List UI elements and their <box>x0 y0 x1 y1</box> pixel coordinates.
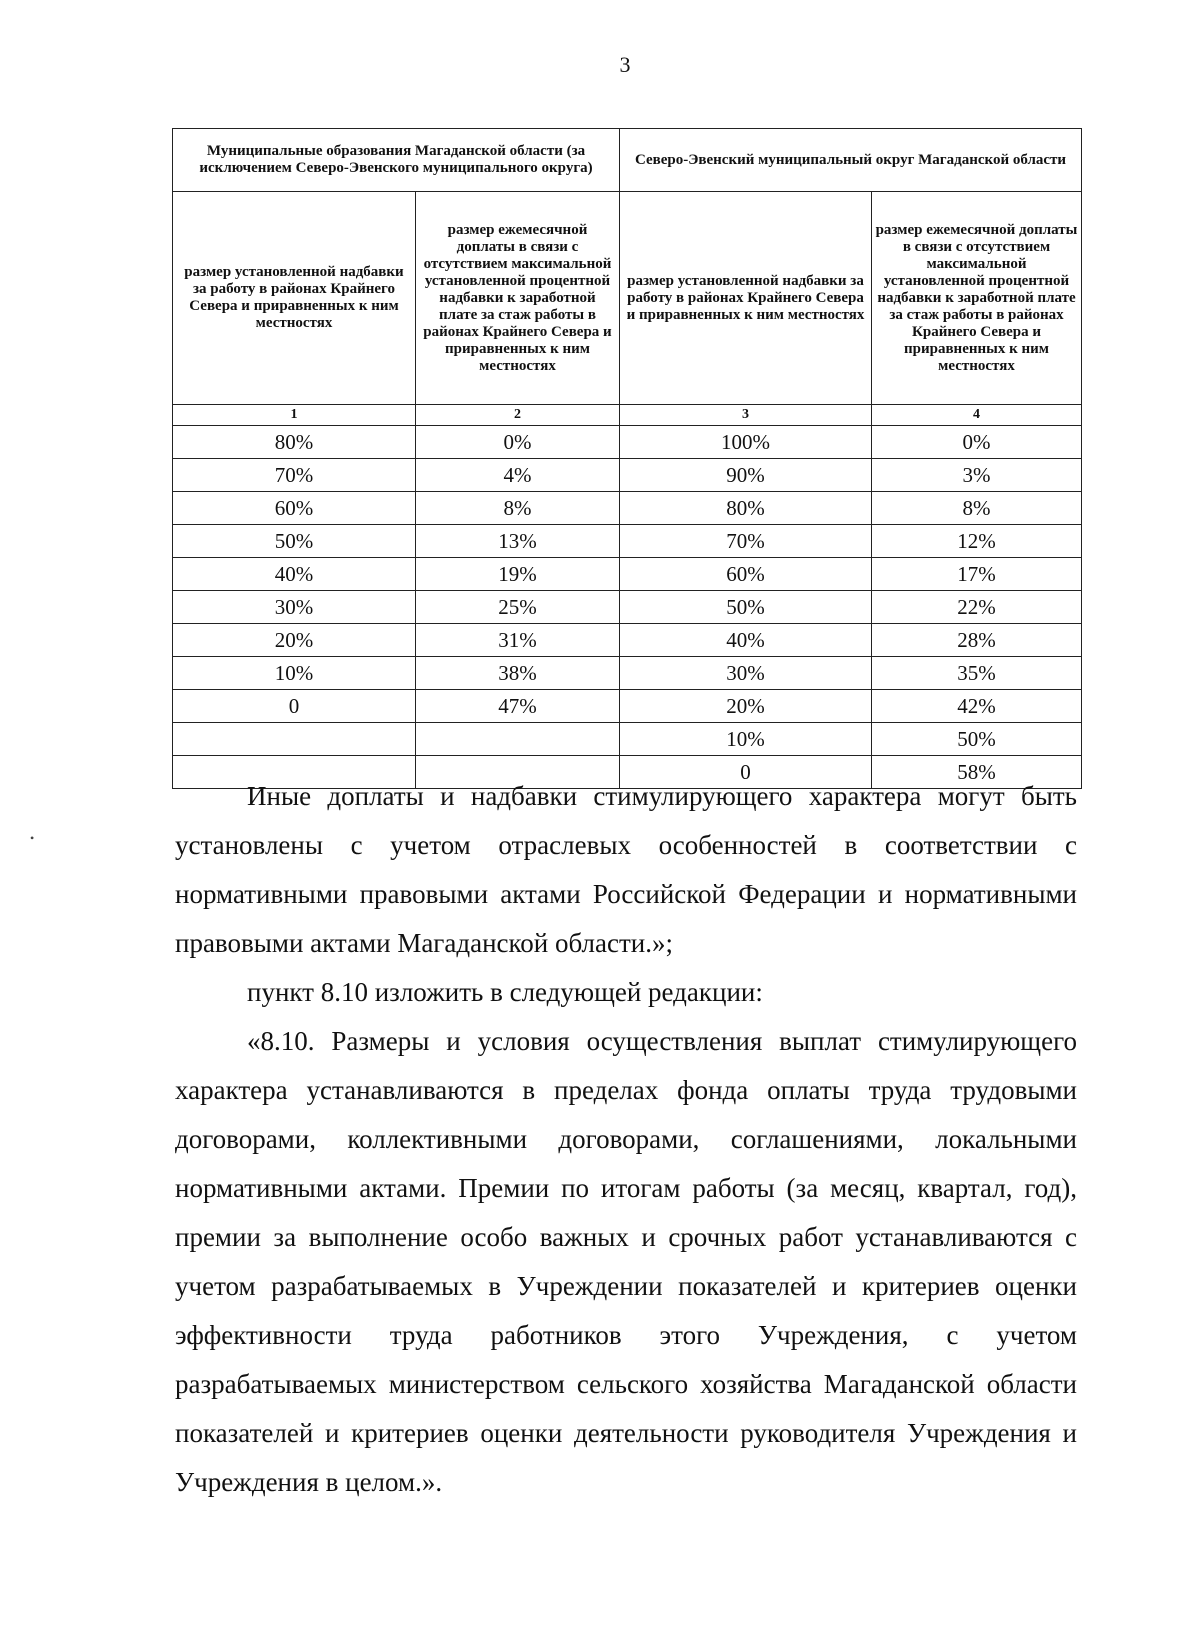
table-cell: 10% <box>173 657 416 690</box>
table-cell: 90% <box>620 459 872 492</box>
table-group-header-row <box>173 129 1082 192</box>
table-cell: 20% <box>173 624 416 657</box>
table-cell: 0 <box>620 756 872 789</box>
column-header-allowance-size: размер установленной надбавки за работу в районах Крайнего Севера и приравненных к ним местностях <box>173 192 416 405</box>
column-header-allowance-size: размер установленной надбавки за работу в районах Крайнего Севера и приравненных к ним местностях <box>620 192 872 405</box>
table-column-number-row <box>173 405 1082 426</box>
table-cell <box>173 723 416 756</box>
table-row <box>173 591 1082 624</box>
table-cell: 60% <box>620 558 872 591</box>
table-row <box>173 459 1082 492</box>
table-cell: 28% <box>872 624 1082 657</box>
table-cell: 100% <box>620 426 872 459</box>
paragraph-clause-8-10: «8.10. Размеры и условия осуществления выплат стимулирующего характера устанавливаются в пределах фонда оплаты труда трудовыми договорами, коллективными договорами, соглашениями, локальными нормативными актами. Премии по итогам работы (за месяц, квартал, год), премии за выполнение особо важных и срочных работ устанавливаются с учетом разрабатываемых в Учреждении показателей и критериев оценки эффективности труда работников этого Учреждения, с учетом разрабатываемых министерством сельского хозяйства Магаданской области показателей и критериев оценки деятельности руководителя Учреждения и Учреждения в целом.». <box>175 1026 1077 1497</box>
scan-speck: • <box>30 831 35 845</box>
table-cell: 40% <box>620 624 872 657</box>
column-header-monthly-surcharge: размер ежемесячной доплаты в связи с отсутствием максимальной установленной процентной надбавки к заработной плате за стаж работы в районах Крайнего Севера и приравненных к ним местностях <box>872 192 1082 405</box>
table-cell: 35% <box>872 657 1082 690</box>
table-cell: 0 <box>173 690 416 723</box>
table-row <box>173 558 1082 591</box>
table-cell: 10% <box>620 723 872 756</box>
table-cell: 70% <box>620 525 872 558</box>
column-number: 4 <box>872 405 1082 426</box>
table-row <box>173 690 1082 723</box>
table-cell: 4% <box>416 459 620 492</box>
table-cell: 80% <box>173 426 416 459</box>
table-cell: 13% <box>416 525 620 558</box>
column-number: 3 <box>620 405 872 426</box>
table-row <box>173 624 1082 657</box>
paragraph-clause-intro: пункт 8.10 изложить в следующей редакции: <box>247 977 763 1007</box>
table-column-header-row <box>173 192 1082 405</box>
table-body <box>173 426 1082 789</box>
table-cell: 0% <box>416 426 620 459</box>
table-cell: 50% <box>173 525 416 558</box>
table-cell: 38% <box>416 657 620 690</box>
table-cell: 0% <box>872 426 1082 459</box>
column-header-monthly-surcharge: размер ежемесячной доплаты в связи с отсутствием максимальной установленной процентной надбавки к заработной плате за стаж работы в районах Крайнего Севера и приравненных к ним местностях <box>416 192 620 405</box>
table-cell: 30% <box>173 591 416 624</box>
table-cell: 31% <box>416 624 620 657</box>
table-cell: 50% <box>872 723 1082 756</box>
table-cell: 17% <box>872 558 1082 591</box>
table-cell: 25% <box>416 591 620 624</box>
table-cell: 47% <box>416 690 620 723</box>
table-row <box>173 492 1082 525</box>
table-cell: 50% <box>620 591 872 624</box>
table-cell: 12% <box>872 525 1082 558</box>
table-cell: 42% <box>872 690 1082 723</box>
table-cell: 70% <box>173 459 416 492</box>
table-cell: 22% <box>872 591 1082 624</box>
column-number: 2 <box>416 405 620 426</box>
table-row <box>173 657 1082 690</box>
group-header-severo-evensky-district: Северо-Эвенский муниципальный округ Магаданской области <box>620 129 1082 192</box>
table-cell: 40% <box>173 558 416 591</box>
table-cell: 30% <box>620 657 872 690</box>
table-cell <box>416 723 620 756</box>
table-cell: 60% <box>173 492 416 525</box>
table-row <box>173 723 1082 756</box>
group-header-magadan-municipalities: Муниципальные образования Магаданской области (за исключением Северо-Эвенского муниципального округа) <box>173 129 620 192</box>
body-text <box>175 772 1077 1507</box>
table-cell: 20% <box>620 690 872 723</box>
page-number: 3 <box>619 52 631 77</box>
table-row <box>173 426 1082 459</box>
table-cell: 80% <box>620 492 872 525</box>
paragraph-other-surcharges: Иные доплаты и надбавки стимулирующего характера могут быть установлены с учетом отраслевых особенностей в соответствии с нормативными правовыми актами Российской Федерации и нормативными правовыми актами Магаданской области.»; <box>175 781 1077 958</box>
table-cell: 8% <box>416 492 620 525</box>
table-cell: 8% <box>872 492 1082 525</box>
column-number: 1 <box>173 405 416 426</box>
table-cell: 3% <box>872 459 1082 492</box>
allowance-table <box>172 128 1082 789</box>
table-cell: 58% <box>872 756 1082 789</box>
table-row <box>173 525 1082 558</box>
table-cell: 19% <box>416 558 620 591</box>
